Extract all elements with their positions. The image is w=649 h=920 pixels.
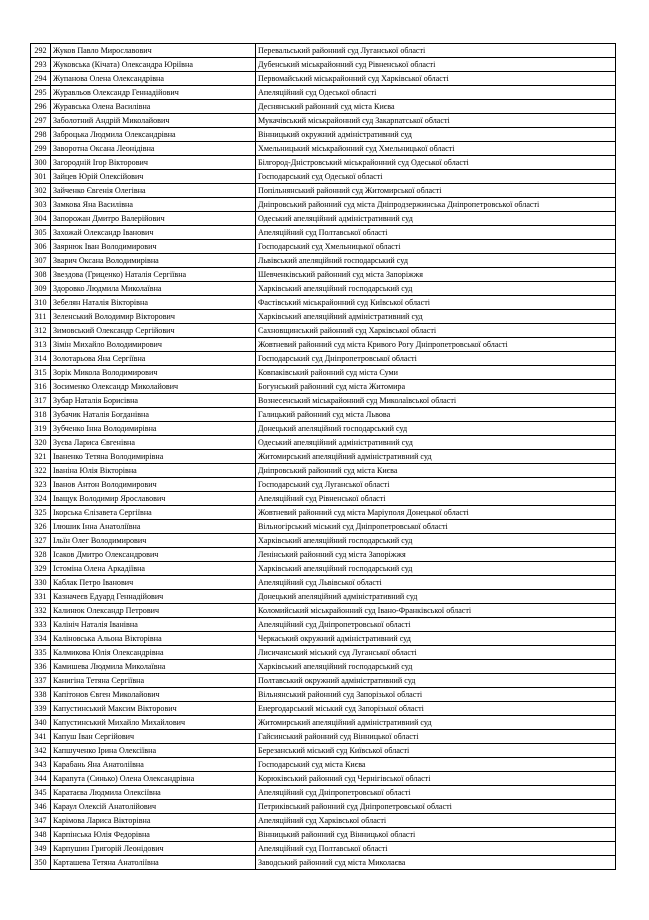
judge-name: Зимовський Олександр Сергійович [51,324,256,338]
row-number: 314 [31,352,51,366]
table-row [31,478,616,492]
row-number: 299 [31,142,51,156]
court-name: Коломийський міськрайонний суд Івано-Франківської області [256,604,616,618]
judge-name: Звездова (Гриценко) Наталія Сергіївна [51,268,256,282]
row-number: 341 [31,730,51,744]
judge-name: Каратаєва Людмила Олексіївна [51,786,256,800]
table-row [31,86,616,100]
row-number: 293 [31,58,51,72]
court-name: Гайсинський районний суд Вінницької області [256,730,616,744]
table-row [31,842,616,856]
court-name: Дніпровський районний суд міста Києва [256,464,616,478]
row-number: 302 [31,184,51,198]
court-name: Жовтневий районний суд міста Маріуполя Донецької області [256,506,616,520]
judge-name: Канигіна Тетяна Сергіївна [51,674,256,688]
court-name: Ковпаківський районний суд міста Суми [256,366,616,380]
table-row [31,646,616,660]
court-name: Хмельницький міськрайонний суд Хмельницької області [256,142,616,156]
court-name: Ленінський районний суд міста Запоріжжя [256,548,616,562]
table-row [31,156,616,170]
judge-name: Заярнюк Іван Володимирович [51,240,256,254]
row-number: 311 [31,310,51,324]
court-name: Апеляційний суд Харківської області [256,814,616,828]
row-number: 310 [31,296,51,310]
table-row [31,254,616,268]
table-row [31,212,616,226]
judge-name: Журавльов Олександр Геннадійович [51,86,256,100]
judge-name: Заболотний Андрій Миколайович [51,114,256,128]
table-row [31,282,616,296]
judge-name: Ілюшик Інна Анатоліївна [51,520,256,534]
table-row [31,856,616,870]
judge-name: Запорожан Дмитро Валерійович [51,212,256,226]
court-name: Первомайський міськрайонний суд Харківської області [256,72,616,86]
court-name: Лисичанський міський суд Луганської області [256,646,616,660]
table-row [31,534,616,548]
judge-name: Іваненко Тетяна Володимирівна [51,450,256,464]
court-name: Богунський районний суд міста Житомира [256,380,616,394]
table-row [31,702,616,716]
row-number: 312 [31,324,51,338]
court-name: Перевальський районний суд Луганської області [256,44,616,58]
table-row [31,814,616,828]
table-row [31,506,616,520]
judge-name: Каліновська Альона Вікторівна [51,632,256,646]
row-number: 338 [31,688,51,702]
row-number: 303 [31,198,51,212]
table-row [31,828,616,842]
court-name: Сахновщинський районний суд Харківської області [256,324,616,338]
row-number: 305 [31,226,51,240]
judge-name: Капітонов Євген Миколайович [51,688,256,702]
court-name: Харківський апеляційний адміністративний суд [256,310,616,324]
row-number: 348 [31,828,51,842]
table-row [31,72,616,86]
court-name: Петриківський районний суд Дніпропетровської області [256,800,616,814]
table-row [31,436,616,450]
judge-name: Жупанова Олена Олександрівна [51,72,256,86]
table-row [31,772,616,786]
row-number: 294 [31,72,51,86]
court-name: Апеляційний суд Рівненської області [256,492,616,506]
table-row [31,730,616,744]
table-row [31,198,616,212]
row-number: 301 [31,170,51,184]
table-row [31,422,616,436]
row-number: 343 [31,758,51,772]
row-number: 308 [31,268,51,282]
row-number: 345 [31,786,51,800]
table-row [31,674,616,688]
row-number: 295 [31,86,51,100]
table-row [31,324,616,338]
court-name: Одеський апеляційний адміністративний суд [256,436,616,450]
table-row [31,366,616,380]
court-name: Апеляційний суд Одеської області [256,86,616,100]
table-row [31,688,616,702]
court-name: Деснянський районний суд міста Києва [256,100,616,114]
row-number: 321 [31,450,51,464]
row-number: 328 [31,548,51,562]
judge-name: Зубачик Наталія Богданівна [51,408,256,422]
judge-name: Зайченко Євгенія Олегівна [51,184,256,198]
table-row [31,450,616,464]
court-name: Харківський апеляційний господарський суд [256,660,616,674]
judge-name: Капустинський Михайло Михайлович [51,716,256,730]
row-number: 326 [31,520,51,534]
table-row [31,114,616,128]
judge-name: Карапута (Синько) Олена Олександрівна [51,772,256,786]
row-number: 327 [31,534,51,548]
court-name: Мукачівський міськрайонний суд Закарпатської області [256,114,616,128]
judge-name: Замкова Яна Василівна [51,198,256,212]
table-row [31,562,616,576]
court-name: Корюківський районний суд Чернігівської області [256,772,616,786]
table-row [31,408,616,422]
court-name: Львівський апеляційний господарський суд [256,254,616,268]
judge-name: Карабань Яна Анатоліївна [51,758,256,772]
judge-name: Ісаков Дмитро Олександрович [51,548,256,562]
row-number: 331 [31,590,51,604]
judge-name: Капустинський Максим Вікторович [51,702,256,716]
judge-name: Зварич Оксана Володимирівна [51,254,256,268]
row-number: 292 [31,44,51,58]
court-name: Апеляційний суд Полтавської області [256,842,616,856]
judge-name: Калинюк Олександр Петрович [51,604,256,618]
table-row [31,394,616,408]
judge-name: Карташева Тетяна Анатоліївна [51,856,256,870]
court-name: Дубенський міськрайонний суд Рівненської області [256,58,616,72]
row-number: 337 [31,674,51,688]
judge-name: Іваніна Юлія Вікторівна [51,464,256,478]
table-row [31,296,616,310]
judge-name: Зайцев Юрій Олексійович [51,170,256,184]
judge-name: Журавська Олена Василівна [51,100,256,114]
table-row [31,618,616,632]
table-row [31,800,616,814]
judge-name: Капуш Іван Сергійович [51,730,256,744]
table-row [31,310,616,324]
row-number: 296 [31,100,51,114]
court-name: Апеляційний суд Полтавської області [256,226,616,240]
table-row [31,100,616,114]
table-row [31,352,616,366]
table-row [31,142,616,156]
table-row [31,744,616,758]
row-number: 313 [31,338,51,352]
row-number: 298 [31,128,51,142]
court-name: Жовтневий районний суд міста Кривого Рогу Дніпропетровської області [256,338,616,352]
judge-name: Ікорська Єлізавета Сергіївна [51,506,256,520]
judge-name: Каблак Петро Іванович [51,576,256,590]
row-number: 300 [31,156,51,170]
row-number: 346 [31,800,51,814]
court-name: Полтавський окружний адміністративний суд [256,674,616,688]
table-row [31,632,616,646]
row-number: 332 [31,604,51,618]
judge-name: Зеленський Володимир Вікторович [51,310,256,324]
row-number: 316 [31,380,51,394]
judge-name: Золотарьова Яна Сергіївна [51,352,256,366]
row-number: 323 [31,478,51,492]
court-name: Харківський апеляційний господарський суд [256,282,616,296]
table-row [31,240,616,254]
row-number: 322 [31,464,51,478]
judge-name: Іванов Антон Володимирович [51,478,256,492]
row-number: 315 [31,366,51,380]
table-row [31,576,616,590]
table-body [31,44,616,870]
row-number: 307 [31,254,51,268]
court-name: Донецький апеляційний адміністративний суд [256,590,616,604]
table-row [31,758,616,772]
judge-name: Зубченко Інна Володимирівна [51,422,256,436]
table-row [31,58,616,72]
row-number: 309 [31,282,51,296]
court-name: Апеляційний суд Дніпропетровської області [256,786,616,800]
court-name: Дніпровський районний суд міста Дніпродзержинська Дніпропетровської області [256,198,616,212]
table-row [31,604,616,618]
judge-name: Заворотна Оксана Леонідівна [51,142,256,156]
row-number: 317 [31,394,51,408]
judge-name: Жуков Павло Мирославович [51,44,256,58]
table-row [31,226,616,240]
table-row [31,380,616,394]
judge-name: Калініч Наталія Іванівна [51,618,256,632]
row-number: 304 [31,212,51,226]
judge-name: Жуковська (Кічата) Олександра Юріївна [51,58,256,72]
judge-name: Зуєва Лариса Євгенівна [51,436,256,450]
judge-name: Зубар Наталія Борисівна [51,394,256,408]
court-name: Господарський суд Одеської області [256,170,616,184]
judge-name: Казначеєв Едуард Геннадійович [51,590,256,604]
table-row [31,492,616,506]
court-name: Одеський апеляційний адміністративний суд [256,212,616,226]
judge-name: Захожай Олександр Іванович [51,226,256,240]
table-row [31,128,616,142]
row-number: 306 [31,240,51,254]
judge-name: Карпінська Юлія Федорівна [51,828,256,842]
court-name: Господарський суд Дніпропетровської області [256,352,616,366]
judge-name: Зосименко Олександр Миколайович [51,380,256,394]
row-number: 335 [31,646,51,660]
row-number: 334 [31,632,51,646]
table-row [31,590,616,604]
table-row [31,464,616,478]
court-name: Черкаський окружний адміністративний суд [256,632,616,646]
row-number: 347 [31,814,51,828]
court-name: Господарський суд Луганської області [256,478,616,492]
judge-name: Заброцька Людмила Олександрівна [51,128,256,142]
judge-name: Іващук Володимир Ярославович [51,492,256,506]
court-name: Вільнянський районний суд Запорізької області [256,688,616,702]
court-name: Енергодарський міський суд Запорізької області [256,702,616,716]
judge-name: Істоміна Олена Аркадіївна [51,562,256,576]
table-row [31,170,616,184]
court-name: Харківський апеляційний господарський суд [256,534,616,548]
table-row [31,44,616,58]
court-name: Житомирський апеляційний адміністративний суд [256,716,616,730]
row-number: 339 [31,702,51,716]
table-row [31,520,616,534]
judge-name: Карпушин Григорій Леонідович [51,842,256,856]
court-name: Білгород-Дністровський міськрайонний суд Одеської області [256,156,616,170]
row-number: 319 [31,422,51,436]
judge-name: Калмикова Юлія Олександрівна [51,646,256,660]
table-row [31,268,616,282]
judge-name: Здоровко Людмила Миколаївна [51,282,256,296]
court-name: Галицький районний суд міста Львова [256,408,616,422]
row-number: 320 [31,436,51,450]
court-name: Вознесенський міськрайонний суд Миколаївської області [256,394,616,408]
table-row [31,184,616,198]
court-name: Апеляційний суд Дніпропетровської області [256,618,616,632]
court-name: Попільнянський районний суд Житомирської області [256,184,616,198]
row-number: 329 [31,562,51,576]
court-name: Господарський суд Хмельницької області [256,240,616,254]
row-number: 350 [31,856,51,870]
judge-name: Караул Олексій Анатолійович [51,800,256,814]
court-name: Житомирський апеляційний адміністративний суд [256,450,616,464]
table-row [31,716,616,730]
court-name: Вільногірський міський суд Дніпропетровської області [256,520,616,534]
judge-name: Карімова Лариса Вікторівна [51,814,256,828]
row-number: 297 [31,114,51,128]
court-name: Вінницький окружний адміністративний суд [256,128,616,142]
court-name: Апеляційний суд Львівської області [256,576,616,590]
table-row [31,338,616,352]
court-name: Фастівський міськрайонний суд Київської області [256,296,616,310]
court-name: Харківський апеляційний господарський суд [256,562,616,576]
court-name: Вінницький районний суд Вінницької області [256,828,616,842]
court-name: Шевченківський районний суд міста Запоріжжя [256,268,616,282]
row-number: 318 [31,408,51,422]
judge-name: Капшученко Ірина Олексіївна [51,744,256,758]
table-row [31,548,616,562]
judge-name: Загородній Ігор Вікторович [51,156,256,170]
row-number: 333 [31,618,51,632]
table-row [31,660,616,674]
row-number: 330 [31,576,51,590]
judge-name: Ільїн Олег Володимирович [51,534,256,548]
judge-name: Зебелян Наталія Вікторівна [51,296,256,310]
row-number: 336 [31,660,51,674]
table-row [31,786,616,800]
judges-table [30,43,616,870]
judge-name: Камишева Людмила Миколаївна [51,660,256,674]
row-number: 324 [31,492,51,506]
row-number: 344 [31,772,51,786]
court-name: Донецький апеляційний господарський суд [256,422,616,436]
row-number: 342 [31,744,51,758]
court-name: Заводський районний суд міста Миколаєва [256,856,616,870]
row-number: 340 [31,716,51,730]
row-number: 325 [31,506,51,520]
judge-name: Зімін Михайло Володимирович [51,338,256,352]
court-name: Березанський міський суд Київської області [256,744,616,758]
row-number: 349 [31,842,51,856]
judge-name: Зорік Микола Володимирович [51,366,256,380]
court-name: Господарський суд міста Києва [256,758,616,772]
